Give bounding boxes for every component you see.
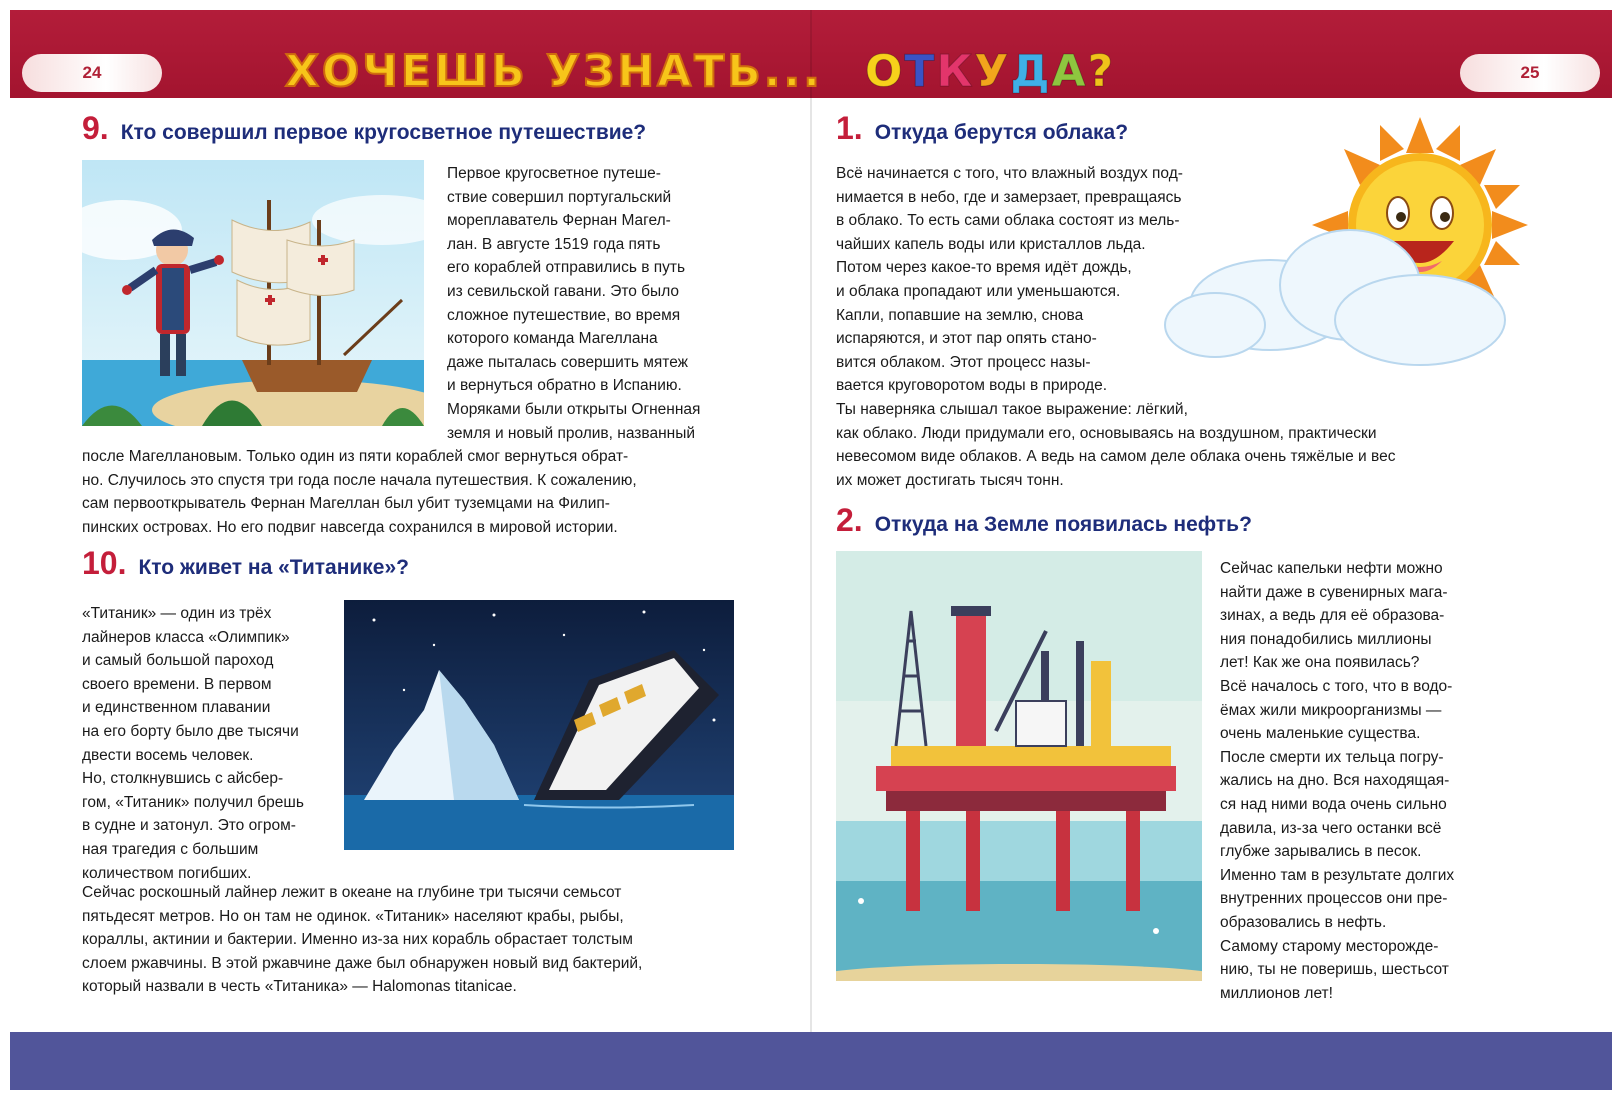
- text-line: и облака пропадают или уменьшаются.: [836, 282, 1121, 300]
- text-line: зинах, а ведь для её образова-: [1220, 607, 1445, 625]
- text-line: очень маленькие существа.: [1220, 725, 1421, 743]
- text-line: ствие совершил португальский: [447, 188, 672, 206]
- question-1-number: 1.: [836, 110, 863, 146]
- right-page-number: 25: [1460, 54, 1600, 92]
- question-2-text-beside: [1220, 557, 1454, 1005]
- book-spread: [10, 10, 1612, 1090]
- text-line: давила, из-за чего останки всё: [1220, 819, 1442, 837]
- text-line: мореплаватель Фернан Магел-: [447, 212, 671, 230]
- left-page-number: 24: [22, 54, 162, 92]
- heading-letter: Т: [904, 46, 935, 97]
- text-line: Капли, попавшие на землю, снова: [836, 306, 1084, 324]
- question-10-text-full: [82, 881, 642, 999]
- text-line: ная трагедия с большим: [82, 840, 259, 858]
- page-gutter: [810, 10, 812, 1090]
- text-line: нию, ты не поверишь, шестьсот: [1220, 961, 1449, 979]
- text-line: из севильской гавани. Это было: [447, 282, 680, 300]
- text-line: ёмах жили микроорганизмы —: [1220, 701, 1442, 719]
- question-1-heading: Откуда берутся облака?: [874, 121, 1129, 144]
- question-9-text-beside: [447, 162, 700, 445]
- question-1-title: [836, 110, 1128, 147]
- text-line: в судне и затонул. Это огром-: [82, 817, 296, 835]
- text-line: в облако. То есть сами облака состоят из мель-: [836, 212, 1180, 230]
- text-line: пинских островах. Но его подвиг навсегда сохранился в мировой истории.: [82, 518, 618, 536]
- text-line: двести восемь человек.: [82, 746, 254, 764]
- question-2-heading: Откуда на Земле появилась нефть?: [874, 513, 1252, 536]
- heading-letter: У: [974, 46, 1009, 97]
- text-line: Сейчас роскошный лайнер лежит в океане на глубине три тысячи семьсот: [82, 884, 622, 901]
- heading-letter: О: [865, 46, 903, 97]
- question-2-number: 2.: [836, 502, 863, 538]
- sun-cloud-illustration: [1160, 115, 1608, 380]
- titanic-iceberg-illustration: [344, 600, 734, 850]
- text-line: невесомом виде облаков. А ведь на самом деле облака очень тяжёлые и вес: [836, 448, 1396, 466]
- text-line: ния понадобились миллионы: [1220, 630, 1432, 648]
- text-line: Именно там в результате долгих: [1220, 866, 1455, 884]
- text-line: своего времени. В первом: [82, 675, 272, 693]
- text-line: после Магеллановым. Только один из пяти кораблей смог вернуться обрат-: [82, 448, 629, 465]
- question-1-text-beside: [836, 162, 1183, 398]
- text-line: вается круговоротом воды в природе.: [836, 377, 1108, 395]
- text-line: Потом через какое-то время идёт дождь,: [836, 259, 1132, 277]
- text-line: найти даже в сувенирных мага-: [1220, 583, 1448, 601]
- text-line: которого команда Магеллана: [447, 330, 658, 348]
- right-page-heading: [865, 48, 1113, 96]
- text-line: сам первооткрыватель Фернан Магеллан был убит туземцами на Филип-: [82, 495, 610, 513]
- text-line: на его борту было две тысячи: [82, 722, 299, 740]
- text-line: слоем ржавчины. В этой ржавчине даже был обнаружен новый вид бактерий,: [82, 954, 643, 972]
- question-9-number: 9.: [82, 110, 109, 146]
- text-line: миллионов лет!: [1220, 984, 1333, 1002]
- question-10-title: [82, 545, 409, 582]
- text-line: Всё начинается с того, что влажный воздух под-: [836, 165, 1183, 182]
- magellan-ship-illustration: [82, 160, 424, 426]
- text-line: и самый большой пароход: [82, 652, 274, 670]
- text-line: лет! Как же она появилась?: [1220, 654, 1420, 672]
- text-line: «Титаник» — один из трёх: [82, 605, 272, 622]
- text-line: пятьдесят метров. Но он там не одинок. «Титаник» населяют крабы, рыбы,: [82, 907, 624, 925]
- heading-letter: А: [1051, 46, 1086, 97]
- text-line: После смерти их тельца погру-: [1220, 748, 1444, 766]
- question-10-heading: Кто живет на «Титанике»?: [138, 556, 409, 579]
- footer-band: [10, 1032, 1612, 1090]
- text-line: чайших капель воды или кристаллов льда.: [836, 235, 1146, 253]
- text-line: количеством погибших.: [82, 864, 252, 882]
- text-line: сложное путешествие, во время: [447, 306, 681, 324]
- text-line: испаряются, и этот пар опять стано-: [836, 330, 1097, 348]
- text-line: который назвали в честь «Титаника» — Halomonas titanicae.: [82, 978, 517, 996]
- text-line: нимается в небо, где и замерзает, превращаясь: [836, 188, 1182, 206]
- text-line: внутренних процессов они пре-: [1220, 890, 1448, 908]
- text-line: кораллы, актинии и бактерии. Именно из-за них корабль обрастает толстым: [82, 931, 633, 949]
- question-9-title: [82, 110, 646, 147]
- text-line: его кораблей отправились в путь: [447, 259, 686, 277]
- question-10-number: 10.: [82, 545, 127, 581]
- heading-letter: Д: [1010, 46, 1050, 97]
- text-line: земля и новый пролив, названный: [447, 424, 695, 442]
- text-line: их может достигать тысяч тонн.: [836, 471, 1064, 489]
- text-line: и единственном плавании: [82, 699, 271, 717]
- text-line: даже пыталась совершить мятеж: [447, 353, 689, 371]
- text-line: Сейчас капельки нефти можно: [1220, 560, 1443, 577]
- text-line: гом, «Титаник» получил брешь: [82, 793, 304, 811]
- text-line: Самому старому месторожде-: [1220, 937, 1439, 955]
- heading-letter: ?: [1087, 46, 1114, 97]
- text-line: образовались в нефть.: [1220, 913, 1387, 931]
- text-line: но. Случилось это спустя три года после начала путешествия. К сожалению,: [82, 471, 637, 489]
- text-line: ся над ними вода очень сильно: [1220, 795, 1447, 813]
- oil-platform-illustration: [836, 551, 1202, 981]
- text-line: Ты наверняка слышал такое выражение: лёгкий,: [836, 401, 1188, 418]
- text-line: глубже зарывались в песок.: [1220, 843, 1422, 861]
- question-9-text-full: [82, 445, 637, 539]
- text-line: Первое кругосветное путеше-: [447, 165, 661, 182]
- text-line: как облако. Люди придумали его, основываясь на воздушном, практически: [836, 424, 1377, 442]
- text-line: Но, столкнувшись с айсбер-: [82, 770, 284, 788]
- question-9-heading: Кто совершил первое кругосветное путешествие?: [120, 121, 647, 144]
- text-line: и вернуться обратно в Испанию.: [447, 377, 682, 395]
- text-line: Всё началось с того, что в водо-: [1220, 677, 1453, 695]
- question-2-title: [836, 502, 1252, 539]
- question-1-text-full: [836, 398, 1395, 492]
- left-page-heading: ХОЧЕШЬ УЗНАТЬ...: [285, 46, 823, 97]
- heading-letter: К: [936, 46, 973, 97]
- text-line: лайнеров класса «Олимпик»: [82, 628, 290, 646]
- text-line: Моряками были открыты Огненная: [447, 400, 701, 418]
- question-10-text-beside: [82, 602, 304, 885]
- text-line: лан. В августе 1519 года пять: [447, 235, 661, 253]
- text-line: жались на дно. Вся находящая-: [1220, 772, 1450, 790]
- text-line: вится облаком. Этот процесс назы-: [836, 353, 1091, 371]
